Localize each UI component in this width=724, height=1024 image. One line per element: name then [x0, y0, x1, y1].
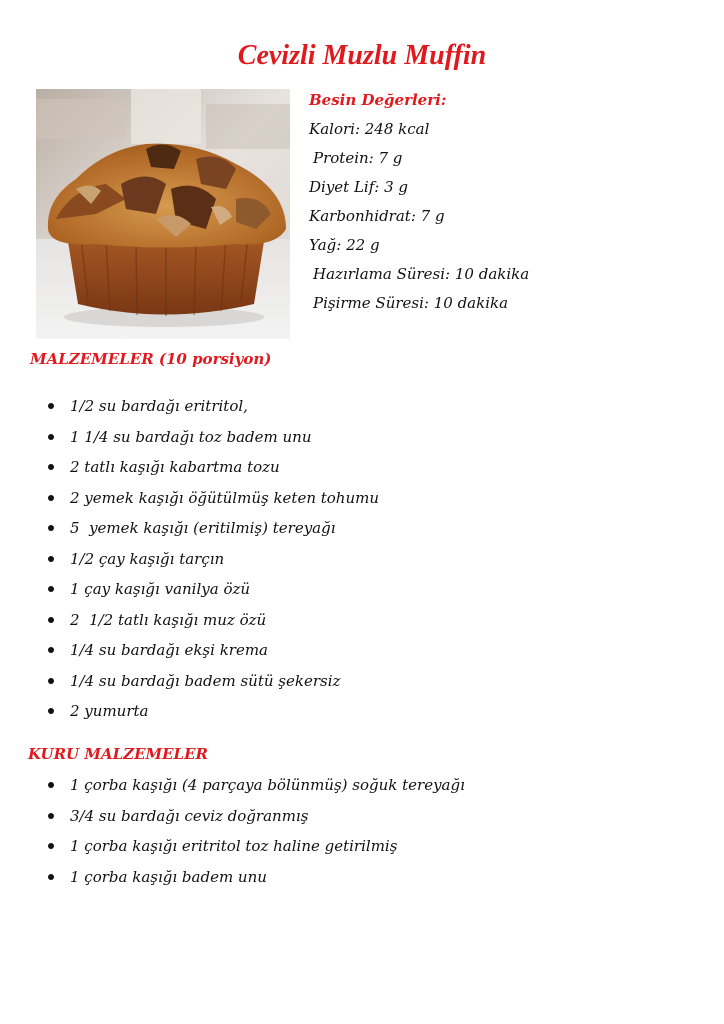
muffin-photo [36, 89, 290, 339]
ingredient-text: 1 çorba kaşığı eritritol toz haline getirilmiş [70, 837, 398, 855]
ingredient-text: 1 çorba kaşığı badem unu [70, 867, 267, 886]
list-item [0, 610, 379, 641]
list-item [0, 579, 379, 610]
ingredients-list [0, 396, 379, 732]
bullet-icon [48, 813, 54, 819]
list-item [0, 701, 379, 732]
bullet-icon [48, 586, 54, 592]
ingredient-text: 1/4 su bardağı ekşi krema [70, 641, 268, 659]
bullet-icon [48, 843, 54, 849]
list-item [0, 806, 465, 837]
list-item [0, 867, 465, 898]
dry-ingredients-list [0, 775, 465, 897]
nutrition-facts [309, 90, 529, 322]
bullet-icon [48, 525, 54, 531]
list-item [0, 836, 465, 867]
bullet-icon [48, 874, 54, 880]
list-item [0, 427, 379, 458]
ingredient-text: 2 yumurta [70, 702, 149, 720]
nutrition-fat: Yağ: 22 g [309, 236, 380, 254]
ingredient-text: 3/4 su bardağı ceviz doğranmış [70, 806, 309, 825]
list-item [0, 671, 379, 702]
list-item [0, 488, 379, 519]
nutrition-heading: Besin Değerleri: [309, 91, 447, 109]
list-item [0, 640, 379, 671]
list-item [0, 518, 379, 549]
list-item [0, 396, 379, 427]
bullet-icon [48, 617, 54, 623]
ingredient-text: 2 yemek kaşığı öğütülmüş keten tohumu [70, 488, 380, 507]
bullet-icon [48, 678, 54, 684]
ingredient-text: 1 çay kaşığı vanilya özü [70, 580, 251, 598]
ingredient-text: 2 1/2 tatlı kaşığı muz özü [70, 610, 267, 629]
nutrition-protein: Protein: 7 g [313, 149, 403, 167]
nutrition-fiber: Diyet Lif: 3 g [309, 178, 409, 196]
ingredient-text: 1/4 su bardağı badem sütü şekersiz [70, 671, 341, 690]
ingredients-heading: MALZEMELER (10 porsiyon) [30, 350, 272, 368]
bullet-icon [48, 495, 54, 501]
list-item [0, 775, 465, 806]
ingredient-text: 2 tatlı kaşığı kabartma tozu [70, 458, 280, 476]
nutrition-carbs: Karbonhidrat: 7 g [309, 207, 445, 225]
ingredient-text: 1/2 su bardağı eritritol, [70, 397, 248, 415]
bullet-icon [48, 708, 54, 714]
ingredient-text: 5 yemek kaşığı (eritilmiş) tereyağı [70, 519, 336, 537]
ingredient-text: 1/2 çay kaşığı tarçın [70, 549, 225, 568]
recipe-title: Cevizli Muzlu Muffin [237, 40, 487, 71]
ingredient-text: 1 çorba kaşığı (4 parçaya bölünmüş) soğuk tereyağı [70, 776, 465, 794]
bullet-icon [48, 403, 54, 409]
nutrition-calories: Kalori: 248 kcal [309, 120, 430, 138]
list-item [0, 457, 379, 488]
bullet-icon [48, 647, 54, 653]
list-item [0, 549, 379, 580]
dry-ingredients-heading: KURU MALZEMELER [28, 745, 209, 763]
nutrition-cook-time: Pişirme Süresi: 10 dakika [313, 294, 509, 312]
bullet-icon [48, 434, 54, 440]
nutrition-prep-time: Hazırlama Süresi: 10 dakika [313, 265, 530, 283]
ingredient-text: 1 1/4 su bardağı toz badem unu [70, 427, 312, 446]
bullet-icon [48, 464, 54, 470]
bullet-icon [48, 556, 54, 562]
bullet-icon [48, 782, 54, 788]
